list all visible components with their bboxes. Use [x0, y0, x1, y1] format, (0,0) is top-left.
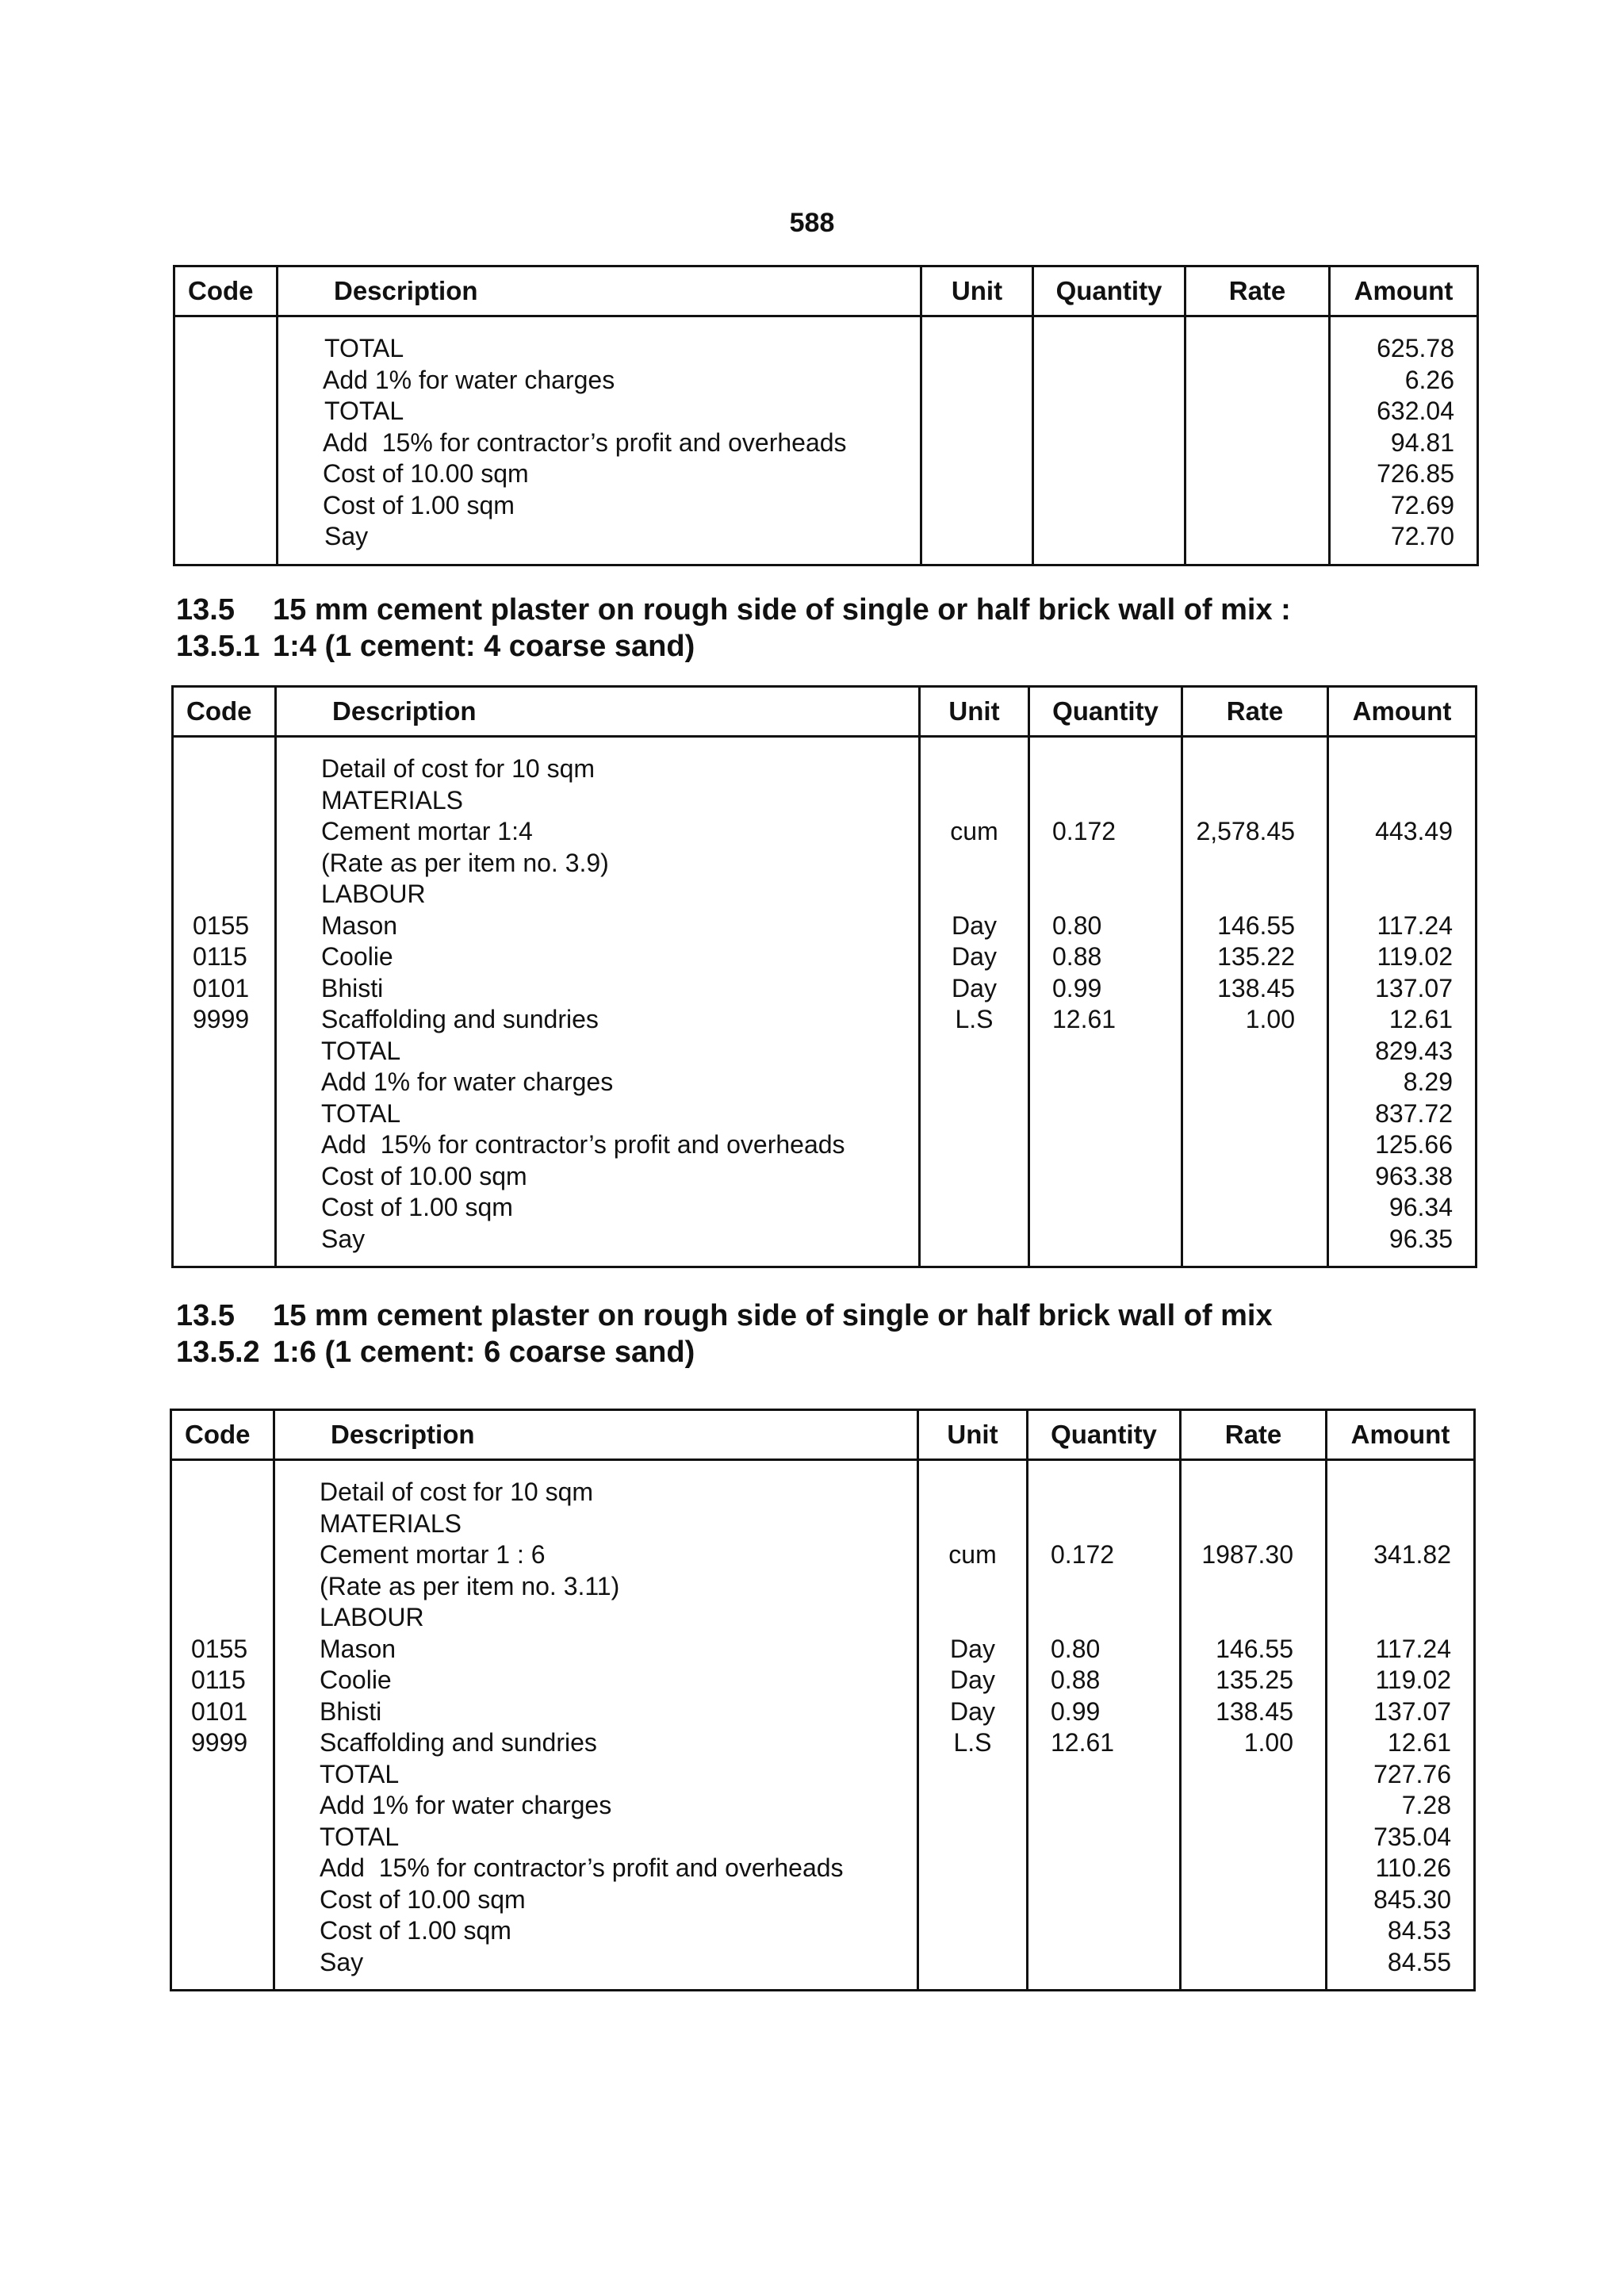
cell-unit	[921, 753, 1028, 785]
rate-column	[1181, 1460, 1327, 1991]
unit-column	[921, 316, 1033, 565]
cell-code	[174, 848, 274, 880]
cell-rate	[1186, 458, 1328, 490]
cell-amount: 727.76	[1373, 1759, 1451, 1788]
cell-qty	[1030, 848, 1181, 880]
cell-amount: 84.53	[1387, 1916, 1451, 1945]
cell-amount: 72.70	[1390, 522, 1454, 550]
cell-rate: 138.45	[1217, 973, 1295, 1002]
cell-code	[172, 1477, 273, 1508]
cell-amount: 632.04	[1377, 397, 1454, 425]
cost-table-13-5-1	[171, 685, 1477, 1268]
cell-code	[174, 753, 274, 785]
cell-unit	[919, 1508, 1026, 1540]
cell-unit	[919, 1822, 1026, 1853]
cell-rate	[1182, 1947, 1325, 1979]
cell-qty	[1028, 1915, 1179, 1947]
cell-rate	[1182, 1790, 1325, 1822]
cell-amount: 117.24	[1377, 910, 1453, 940]
cell-desc: Cost of 1.00 sqm	[320, 1916, 511, 1945]
cell-qty	[1030, 1129, 1181, 1161]
subsection-title: 1:6 (1 cement: 6 coarse sand)	[273, 1336, 695, 1369]
description-column	[276, 737, 920, 1267]
cell-rate	[1182, 1508, 1325, 1540]
cell-rate	[1183, 753, 1327, 785]
code-column	[171, 1460, 274, 1991]
cell-desc: Add 15% for contractor’s profit and overheads	[321, 1130, 845, 1159]
cell-desc: Add 1% for water charges	[320, 1791, 612, 1819]
cell-unit	[919, 1884, 1026, 1916]
col-header-rate: Rate	[1182, 687, 1328, 737]
description-column	[274, 1460, 918, 1991]
cell-code	[175, 427, 276, 459]
cell-code	[172, 1759, 273, 1791]
unit-column	[920, 737, 1029, 1267]
section-title: 15 mm cement plaster on rough side of single or half brick wall of mix	[273, 1299, 1273, 1332]
cell-qty	[1030, 1036, 1181, 1068]
cell-desc: Cost of 10.00 sqm	[321, 1161, 527, 1190]
cell-rate	[1183, 848, 1327, 880]
col-header-rate: Rate	[1185, 266, 1330, 316]
cell-qty: 0.80	[1051, 1634, 1101, 1663]
quantity-column	[1029, 737, 1182, 1267]
cell-rate	[1183, 785, 1327, 817]
cell-unit	[921, 1192, 1028, 1224]
cell-qty	[1028, 1822, 1179, 1853]
cell-amount: 117.24	[1375, 1634, 1451, 1663]
cell-rate: 1987.30	[1201, 1540, 1293, 1569]
cell-code	[172, 1915, 273, 1947]
table-header-row	[173, 687, 1477, 737]
cell-rate	[1183, 1036, 1327, 1068]
cell-rate	[1182, 1759, 1325, 1791]
col-header-quantity: Quantity	[1028, 1410, 1181, 1460]
cell-qty: 0.88	[1052, 942, 1102, 971]
section-number: 13.5	[176, 1299, 235, 1332]
cell-amount: 137.07	[1373, 1696, 1451, 1726]
cell-unit	[921, 1098, 1028, 1130]
cell-unit	[919, 1853, 1026, 1884]
cell-rate: 135.25	[1216, 1665, 1293, 1694]
cell-amount: 84.55	[1387, 1947, 1451, 1976]
col-header-code: Code	[171, 1410, 274, 1460]
cell-amount	[1329, 753, 1475, 785]
code-column	[173, 737, 276, 1267]
cell-unit: Day	[952, 942, 997, 971]
col-header-amount: Amount	[1327, 1410, 1475, 1460]
cell-rate	[1186, 396, 1328, 427]
cell-unit	[922, 333, 1032, 365]
cell-desc: (Rate as per item no. 3.9)	[321, 848, 609, 877]
cell-desc: Cement mortar 1:4	[321, 817, 533, 845]
cell-unit: Day	[952, 973, 997, 1002]
cell-amount: 125.66	[1375, 1130, 1453, 1159]
cell-unit	[922, 521, 1032, 553]
rate-column	[1182, 737, 1328, 1267]
cell-amount: 625.78	[1377, 334, 1454, 362]
cell-amount: 119.02	[1377, 942, 1453, 971]
cell-rate	[1182, 1822, 1325, 1853]
cell-rate	[1186, 365, 1328, 397]
col-header-unit: Unit	[918, 1410, 1028, 1460]
cell-desc: Say	[320, 1947, 364, 1976]
cell-rate	[1183, 1192, 1327, 1224]
cell-code	[172, 1508, 273, 1540]
subsection-title: 1:4 (1 cement: 4 coarse sand)	[273, 630, 695, 663]
cell-qty: 0.88	[1051, 1665, 1101, 1694]
cell-amount: 6.26	[1404, 365, 1454, 394]
cell-qty	[1030, 879, 1181, 910]
col-header-unit: Unit	[920, 687, 1029, 737]
cell-unit	[921, 1067, 1028, 1098]
cell-code	[175, 333, 276, 365]
cell-qty: 0.172	[1052, 817, 1116, 845]
cell-amount: 963.38	[1375, 1161, 1453, 1190]
cell-unit	[922, 458, 1032, 490]
cell-desc: Coolie	[321, 942, 393, 971]
cell-qty	[1028, 1602, 1179, 1634]
cell-code	[172, 1822, 273, 1853]
cost-table-13-5-2	[170, 1409, 1476, 1991]
cell-amount: 94.81	[1390, 427, 1454, 457]
cell-code	[172, 1571, 273, 1603]
cell-code	[172, 1602, 273, 1634]
cell-amount: 110.26	[1375, 1853, 1451, 1882]
cell-qty: 0.80	[1052, 910, 1102, 940]
col-header-amount: Amount	[1328, 687, 1477, 737]
cell-desc: Add 15% for contractor’s profit and overheads	[320, 1853, 844, 1882]
cell-desc: Cement mortar 1 : 6	[320, 1540, 546, 1569]
cost-table-continued	[173, 265, 1479, 566]
cell-desc: TOTAL	[324, 334, 404, 362]
cell-unit	[921, 1161, 1028, 1193]
cell-code	[175, 365, 276, 397]
cell-code: 0101	[193, 973, 250, 1002]
cell-code	[174, 1161, 274, 1193]
cell-rate	[1183, 1161, 1327, 1193]
cell-amount: 735.04	[1373, 1822, 1451, 1851]
section-heading-13-5-2	[176, 1297, 1273, 1370]
cell-desc: Coolie	[320, 1665, 392, 1694]
cell-qty	[1034, 521, 1184, 553]
cell-rate	[1182, 1915, 1325, 1947]
cell-qty	[1034, 396, 1184, 427]
col-header-code: Code	[173, 687, 276, 737]
cell-qty	[1028, 1853, 1179, 1884]
cell-unit	[919, 1759, 1026, 1791]
cell-amount	[1327, 1477, 1473, 1508]
col-header-quantity: Quantity	[1033, 266, 1185, 316]
cell-desc: Bhisti	[320, 1696, 382, 1726]
cell-rate: 1.00	[1243, 1728, 1293, 1757]
cell-desc: Scaffolding and sundries	[321, 1005, 599, 1033]
cell-desc: Scaffolding and sundries	[320, 1728, 597, 1757]
cell-desc: TOTAL	[324, 397, 404, 425]
cell-qty	[1030, 785, 1181, 817]
cell-desc: Say	[321, 1224, 366, 1253]
col-header-quantity: Quantity	[1029, 687, 1182, 737]
cell-amount: 137.07	[1375, 973, 1453, 1002]
cell-rate	[1182, 1602, 1325, 1634]
cell-qty	[1028, 1790, 1179, 1822]
cell-desc: TOTAL	[321, 1098, 401, 1128]
cell-qty	[1034, 490, 1184, 522]
cell-amount: 837.72	[1375, 1098, 1453, 1128]
cell-qty	[1030, 1224, 1181, 1255]
cell-rate: 135.22	[1217, 942, 1295, 971]
cell-desc: Cost of 10.00 sqm	[320, 1884, 526, 1914]
cell-amount: 72.69	[1390, 490, 1454, 519]
cell-unit	[919, 1947, 1026, 1979]
cell-qty: 0.172	[1051, 1540, 1115, 1569]
cell-unit	[922, 365, 1032, 397]
cell-unit	[921, 1224, 1028, 1255]
cell-qty	[1034, 365, 1184, 397]
cell-qty	[1030, 753, 1181, 785]
rate-column	[1185, 316, 1330, 565]
cell-code	[172, 1539, 273, 1571]
cell-amount	[1327, 1571, 1473, 1603]
cell-desc: Add 1% for water charges	[323, 365, 615, 394]
cell-unit	[919, 1915, 1026, 1947]
cell-rate	[1182, 1571, 1325, 1603]
cell-unit	[919, 1477, 1026, 1508]
cell-code	[174, 1036, 274, 1068]
col-header-amount: Amount	[1330, 266, 1478, 316]
cell-amount	[1327, 1508, 1473, 1540]
cell-rate	[1182, 1477, 1325, 1508]
cell-rate: 138.45	[1216, 1696, 1293, 1726]
cell-desc: TOTAL	[320, 1759, 400, 1788]
section-number: 13.5	[176, 593, 235, 627]
table-body-row	[171, 1460, 1475, 1991]
cell-rate	[1182, 1853, 1325, 1884]
code-column	[174, 316, 278, 565]
cell-desc: Detail of cost for 10 sqm	[320, 1478, 594, 1506]
cell-unit	[921, 848, 1028, 880]
cell-rate: 146.55	[1217, 910, 1295, 940]
cell-code	[175, 396, 276, 427]
cell-code	[174, 1129, 274, 1161]
cell-amount: 8.29	[1403, 1068, 1453, 1096]
cell-qty	[1028, 1947, 1179, 1979]
cell-code	[174, 879, 274, 910]
cell-unit	[919, 1790, 1026, 1822]
cell-qty	[1034, 458, 1184, 490]
cell-code	[172, 1947, 273, 1979]
cell-amount: 341.82	[1373, 1540, 1451, 1569]
cell-qty	[1034, 333, 1184, 365]
cell-code: 0115	[193, 942, 247, 971]
cell-amount: 829.43	[1375, 1036, 1453, 1065]
cell-qty	[1034, 427, 1184, 459]
cell-desc: Cost of 1.00 sqm	[323, 490, 515, 519]
cell-rate	[1186, 521, 1328, 553]
cell-code: 0115	[191, 1665, 246, 1694]
cell-rate	[1183, 1129, 1327, 1161]
cell-code	[174, 1098, 274, 1130]
section-heading-13-5-1	[176, 592, 1291, 665]
cell-unit	[921, 785, 1028, 817]
cell-rate	[1186, 427, 1328, 459]
cell-unit	[922, 490, 1032, 522]
cell-code	[174, 1067, 274, 1098]
col-header-description: Description	[276, 687, 920, 737]
cell-amount: 119.02	[1375, 1665, 1451, 1694]
cell-desc: (Rate as per item no. 3.11)	[320, 1571, 620, 1600]
cell-desc: MATERIALS	[321, 785, 463, 815]
cell-amount: 96.34	[1388, 1193, 1453, 1221]
cell-rate	[1186, 333, 1328, 365]
cell-desc: LABOUR	[321, 880, 426, 908]
cell-rate	[1183, 1224, 1327, 1255]
cell-amount: 845.30	[1373, 1884, 1451, 1914]
col-header-description: Description	[274, 1410, 918, 1460]
col-header-rate: Rate	[1181, 1410, 1327, 1460]
col-header-unit: Unit	[921, 266, 1033, 316]
cell-amount: 12.61	[1388, 1005, 1453, 1033]
cell-unit: Day	[950, 1634, 995, 1663]
cell-desc: Cost of 10.00 sqm	[323, 459, 529, 488]
cell-qty	[1030, 1161, 1181, 1193]
quantity-column	[1028, 1460, 1181, 1991]
amount-column	[1328, 737, 1477, 1267]
cell-unit: Day	[950, 1696, 995, 1726]
cell-desc: MATERIALS	[320, 1508, 462, 1538]
cell-unit: L.S	[955, 1005, 994, 1033]
cell-code	[175, 490, 276, 522]
cell-amount: 12.61	[1387, 1728, 1451, 1757]
cell-code	[174, 1192, 274, 1224]
section-title: 15 mm cement plaster on rough side of single or half brick wall of mix :	[273, 593, 1291, 627]
cell-code	[174, 785, 274, 817]
amount-column	[1330, 316, 1478, 565]
col-header-description: Description	[278, 266, 921, 316]
cell-code: 0101	[191, 1696, 248, 1726]
cell-unit: Day	[952, 910, 997, 940]
cell-qty: 12.61	[1051, 1728, 1115, 1757]
cell-unit	[921, 1129, 1028, 1161]
cell-rate	[1183, 1067, 1327, 1098]
cell-desc: TOTAL	[321, 1036, 401, 1065]
cell-amount: 726.85	[1377, 459, 1454, 488]
cell-desc: Mason	[321, 910, 398, 940]
cell-rate	[1183, 879, 1327, 910]
cell-unit	[922, 396, 1032, 427]
description-column	[278, 316, 921, 565]
cell-code	[175, 521, 276, 553]
cell-code: 9999	[191, 1728, 248, 1757]
cell-rate	[1183, 1098, 1327, 1130]
cell-amount	[1329, 879, 1475, 910]
subsection-number: 13.5.1	[176, 630, 260, 663]
cell-amount	[1329, 848, 1475, 880]
cell-unit	[919, 1571, 1026, 1603]
cell-amount: 7.28	[1401, 1791, 1451, 1819]
cell-amount	[1327, 1602, 1473, 1634]
cell-unit	[922, 427, 1032, 459]
cell-qty	[1028, 1759, 1179, 1791]
cell-desc: Add 1% for water charges	[321, 1068, 614, 1096]
cell-code	[172, 1853, 273, 1884]
cell-qty	[1028, 1571, 1179, 1603]
page-number: 588	[789, 208, 835, 238]
cell-desc: Say	[324, 522, 369, 550]
cell-code: 0155	[193, 910, 250, 940]
cell-code	[172, 1884, 273, 1916]
table-body-row	[173, 737, 1477, 1267]
cell-rate	[1186, 490, 1328, 522]
cell-qty: 0.99	[1051, 1696, 1101, 1726]
col-header-code: Code	[174, 266, 278, 316]
unit-column	[918, 1460, 1028, 1991]
cell-desc: Detail of cost for 10 sqm	[321, 754, 596, 783]
cell-unit: cum	[948, 1540, 997, 1569]
subsection-number: 13.5.2	[176, 1336, 260, 1369]
cell-amount: 443.49	[1375, 817, 1453, 845]
cell-unit: Day	[950, 1665, 995, 1694]
cell-code	[172, 1790, 273, 1822]
cell-qty	[1030, 1067, 1181, 1098]
table-header-row	[174, 266, 1478, 316]
cell-code: 0155	[191, 1634, 248, 1663]
cell-unit: L.S	[953, 1728, 992, 1757]
cell-unit	[921, 879, 1028, 910]
cell-qty	[1028, 1884, 1179, 1916]
quantity-column	[1033, 316, 1185, 565]
table-header-row	[171, 1410, 1475, 1460]
cell-code	[175, 458, 276, 490]
cell-qty	[1028, 1477, 1179, 1508]
cell-amount: 96.35	[1388, 1224, 1453, 1253]
cell-desc: LABOUR	[320, 1603, 424, 1631]
cell-desc: Mason	[320, 1634, 396, 1663]
cell-code	[174, 816, 274, 848]
cell-code	[174, 1224, 274, 1255]
cell-qty	[1028, 1508, 1179, 1540]
amount-column	[1327, 1460, 1475, 1991]
cell-amount	[1329, 785, 1475, 817]
cell-rate: 146.55	[1216, 1634, 1293, 1663]
cell-desc: TOTAL	[320, 1822, 400, 1851]
cell-qty	[1030, 1192, 1181, 1224]
cell-desc: Cost of 1.00 sqm	[321, 1193, 513, 1221]
cell-qty	[1030, 1098, 1181, 1130]
cell-desc: Add 15% for contractor’s profit and overheads	[323, 427, 847, 457]
cell-unit: cum	[950, 817, 998, 845]
cell-rate: 1.00	[1245, 1005, 1295, 1033]
cell-rate	[1182, 1884, 1325, 1916]
cell-unit	[921, 1036, 1028, 1068]
cell-rate: 2,578.45	[1196, 817, 1295, 845]
cell-qty: 12.61	[1052, 1005, 1116, 1033]
cell-code: 9999	[193, 1005, 250, 1033]
table-body-row	[174, 316, 1478, 565]
cell-unit	[919, 1602, 1026, 1634]
cell-qty: 0.99	[1052, 973, 1102, 1002]
cell-desc: Bhisti	[321, 973, 384, 1002]
